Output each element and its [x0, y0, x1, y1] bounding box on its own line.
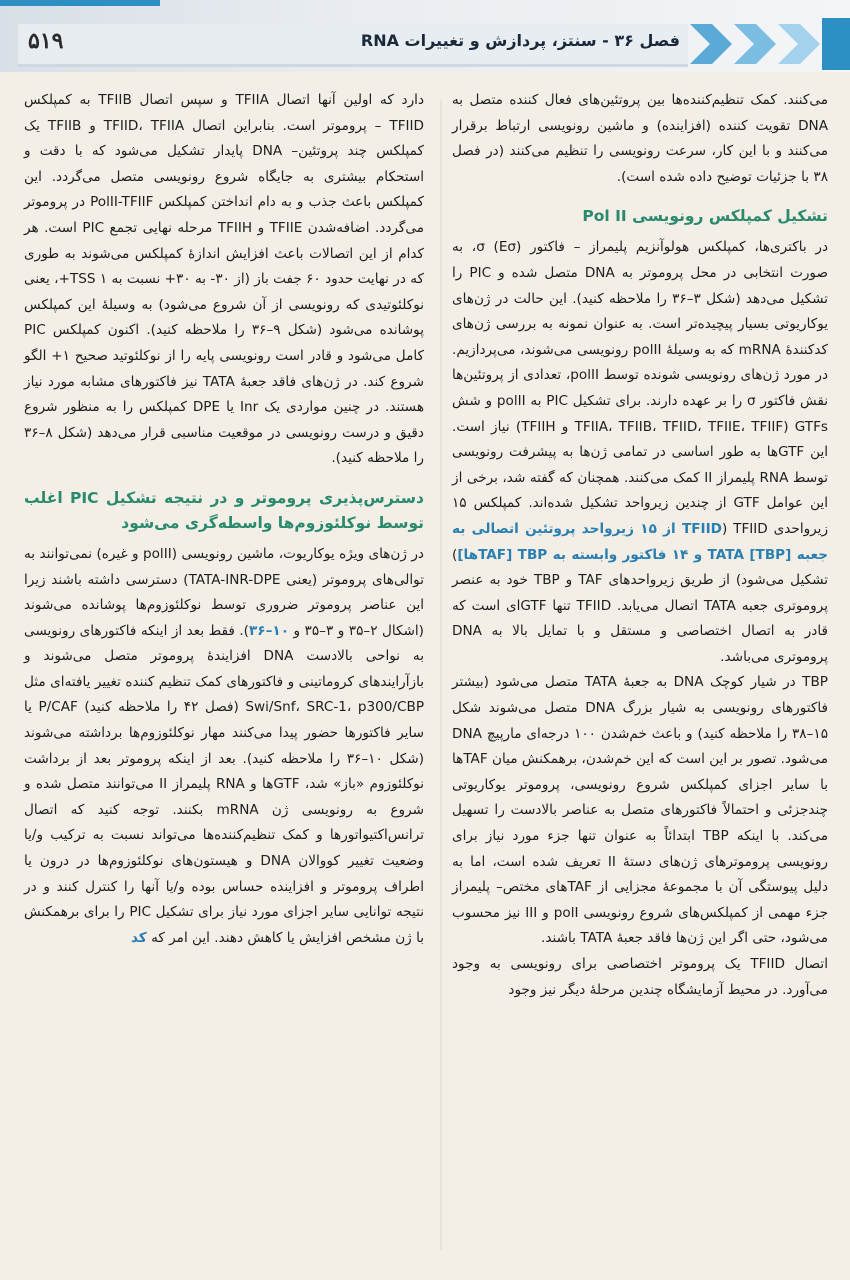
right-column	[452, 88, 828, 1003]
paragraph-tfiid-binding: اتصال TFIID یک پروموتر اختصاصی برای رونویسی به وجود می‌آورد. در محیط آزمایشگاه چندین مرحلهٔ دیگر نیز وجود	[452, 956, 828, 998]
paragraph-tbp: TBP در شیار کوچک DNA به جعبهٔ TATA متصل می‌شود (بیشتر فاکتورهای رونویسی به شیار بزرگ DNA متصل می‌شوند شکل ۱۵–۳۸ را ملاحظه کنید) و باعث خم‌شدن ۱۰۰ درجه‌ای مارپیچ DNA می‌شود. تصور بر این است که این خم‌شدن، برهمکنش میان TAFها با سایر اجزای کمپلکس شروع رونویسی، پروموتر یوکاریوتی چندجزئی و احتمالاً فاکتورهای متصل به عناصر بالادست را تسهیل می‌کند. با اینکه TBP ابتدائاً به عنوان تنها جزء مورد نیاز برای رونویسی پروموترهای ژن‌های دستهٔ II تعریف شده است، اما به دلیل پیوستگی آن با مجموعهٔ مجزایی از TAFهای مختص– پلیمراز جزء مهمی از کمپلکس‌های شروع رونویسی polI و III نیز محسوب می‌شود، حتی اگر این ژن‌ها فاقد جعبهٔ TATA باشند.	[452, 674, 828, 947]
left-column	[24, 88, 424, 951]
paragraph-pol2-assembly	[452, 235, 828, 670]
paragraph-text: ) تشکیل می‌شود) از طریق زیرواحدهای TAF و TBP خود به عنصر پروموتری جعبه TATA اتصال می‌یابد. TFIID تنها GTFای است که قادر به اتصال اختصاصی و مستقل و با تمایل بالا به DNA پروموتری می‌باشد.	[452, 546, 829, 665]
continuation-link[interactable]: کد	[130, 929, 147, 946]
column-divider	[440, 100, 442, 1250]
section-heading-nucleosomes: دسترس‌پذیری پروموتر و در نتیجه تشکیل PIC اغلب توسط نوکلئوزوم‌ها واسطه‌گری می‌شود	[24, 488, 424, 532]
paragraph-text: در ژن‌های ویژه یوکاریوت، ماشین رونویسی (polII و غیره) نمی‌توانند به توالی‌های پروموتر (یعنی TATA-INR-DPE) دسترسی داشته باشند زیرا این عناصر پروموتر ضروری توسط نوکلئوزوم‌ها پوشانده می‌شوند (اشکال ۲–۳۵ و ۳–۳۵ و	[24, 545, 424, 639]
paragraph-text: ). فقط بعد از اینکه فاکتورهای رونویسی به نواحی بالادست DNA افزایندهٔ پروموتر متصل می‌شوند و بازآرایندهای کروماتینی و فاکتورهای کمک تنظیم کننده تغییر یافته‌ای مثل Swi/Snf، SRC-1، p300/CBP (فصل ۴۲ را ملاحظه کنید) P/CAF یا سایر فاکتورها حضور پیدا می‌کنند مهار نوکلئوزوم‌ها برداشته می‌شوند (شکل ۱۰–۳۶ را ملاحظه کنید). بعد از اینکه پروموتر بعد از برداشت نوکلئوزوم «باز» شد، GTFها و RNA پلیمراز II می‌توانند متصل شده و شروع به رونویسی ژن mRNA بکنند. توجه کنید که اتصال ترانس‌اکتیواتورها و کمک تنظیم‌کننده‌ها می‌تواند نسبت به ترکیب و/یا وضعیت تغییر کووالان DNA و هیستون‌های نوکلئوزوم‌ها در درون یا اطراف پروموتر و افزاینده حساس بوده و/یا آنها را کنترل کنند و در نتیجه توانایی سایر اجزای مورد نیاز برای تشکیل PIC را برای برهمکنش با ژن مشخص افزایش یا کاهش دهند. این امر که	[24, 622, 425, 946]
chevron-decoration-icon	[690, 18, 850, 70]
paragraph-text: در باکتری‌ها، کمپلکس هولوآنزیم پلیمراز – فاکتور σ (Eσ)، به صورت انتخابی در محل پروموتر به DNA متصل شده و PIC را تشکیل می‌دهد (شکل ۳–۳۶ را ملاحظه کنید). این حالت در ژن‌های یوکاریوتی بسیار پیچیده‌تر است. به عنوان نمونه به بررسی ژن‌های کدکنندهٔ mRNA که به وسیلهٔ polII رونویسی می‌شوند، می‌پردازیم. در مورد ژن‌های رونویسی شونده توسط polII، تعدادی از پروتئین‌ها نقش فاکتور σ را بر عهده دارند. برای تشکیل PIC به polII و شش GTFs (TFIIA، TFIIB، TFIID، TFIIE، TFIIF و TFIIH) نیاز است. این GTFها به طور اساسی در تمامی ژن‌ها به پیشرفت رونویسی توسط RNA پلیمراز II کمک می‌کنند. همچنان که گفته شد، برخی از این عوامل GTF از چندین زیرواحد تشکیل شده‌اند. کمپلکس ۱۵ زیرواحدی TFIID (	[452, 239, 829, 537]
page-number: ۵۱۹	[28, 28, 64, 54]
tfiid-highlight-text: TFIID از ۱۵ زیرواحد پروتئین اتصالی به جعبه TATA [TBP] و ۱۴ فاکتور وابسته به TBP [TAFها]	[452, 520, 828, 563]
header-accent-bar	[0, 0, 160, 6]
chapter-title: فصل ۳۶ - سنتز، پردازش و تغییرات RNA	[360, 31, 680, 50]
paragraph-nucleosome-access	[24, 542, 424, 952]
figure-reference-link[interactable]: ۱۰–۳۶	[248, 622, 289, 639]
section-heading-pol2-complex: تشکیل کمپلکس رونویسی Pol II	[582, 207, 828, 226]
intro-paragraph: می‌کنند. کمک تنظیم‌کننده‌ها بین پروتئین‌های فعال کننده متصل به DNA تقویت کننده (افزاینده) و ماشین رونویسی ارتباط برقرار می‌کنند و با این کار، سرعت رونویسی را تنظیم می‌کنند (در فصل ۳۸ با جزئیات توضیح داده شده است).	[452, 92, 828, 185]
paragraph-pic-assembly: دارد که اولین آنها اتصال TFIIA و سپس اتصال TFIIB به کمپلکس TFIID – پروموتر است. بنابراین اتصال TFIID، TFIIA و TFIIB یک کمپلکس چند پروتئین– DNA پایدار تشکیل می‌شود که با دقت و استحکام بیشتری به جایگاه شروع رونویسی متصل می‌گردد. این کمپلکس باعث جذب و به دام انداختن کمپلکس PolII-TFIIF در پروموتر می‌گردد. اضافه‌شدن TFIIE و TFIIH مرحله نهایی تجمع PIC است. هر کدام از این اتصالات باعث افزایش اندازهٔ کمپلکس می‌شوند به طوری که در نهایت حدود ۶۰ جفت باز (از ۳۰- به ۳۰+ نسبت به TSS ۱+، یعنی نوکلئوتیدی که رونویسی از آن شروع می‌شود) به وسیلهٔ این کمپلکس پوشانده می‌شود (شکل ۹–۳۶ را ملاحظه کنید). اکنون کمپلکس PIC کامل می‌شود و قادر است رونویسی پایه را از نوکلئوتید صحیح ۱+ الگو شروع کند. در ژن‌های فاقد جعبهٔ TATA نیز فاکتورهای مشابه مورد نیاز هستند. در چنین مواردی یک Inr یا DPE کمپلکس را به منظور شروع دقیق و درست رونویسی در موقعیت مناسبی قرار می‌دهد (شکل ۸–۳۶ را ملاحظه کنید).	[24, 92, 424, 467]
